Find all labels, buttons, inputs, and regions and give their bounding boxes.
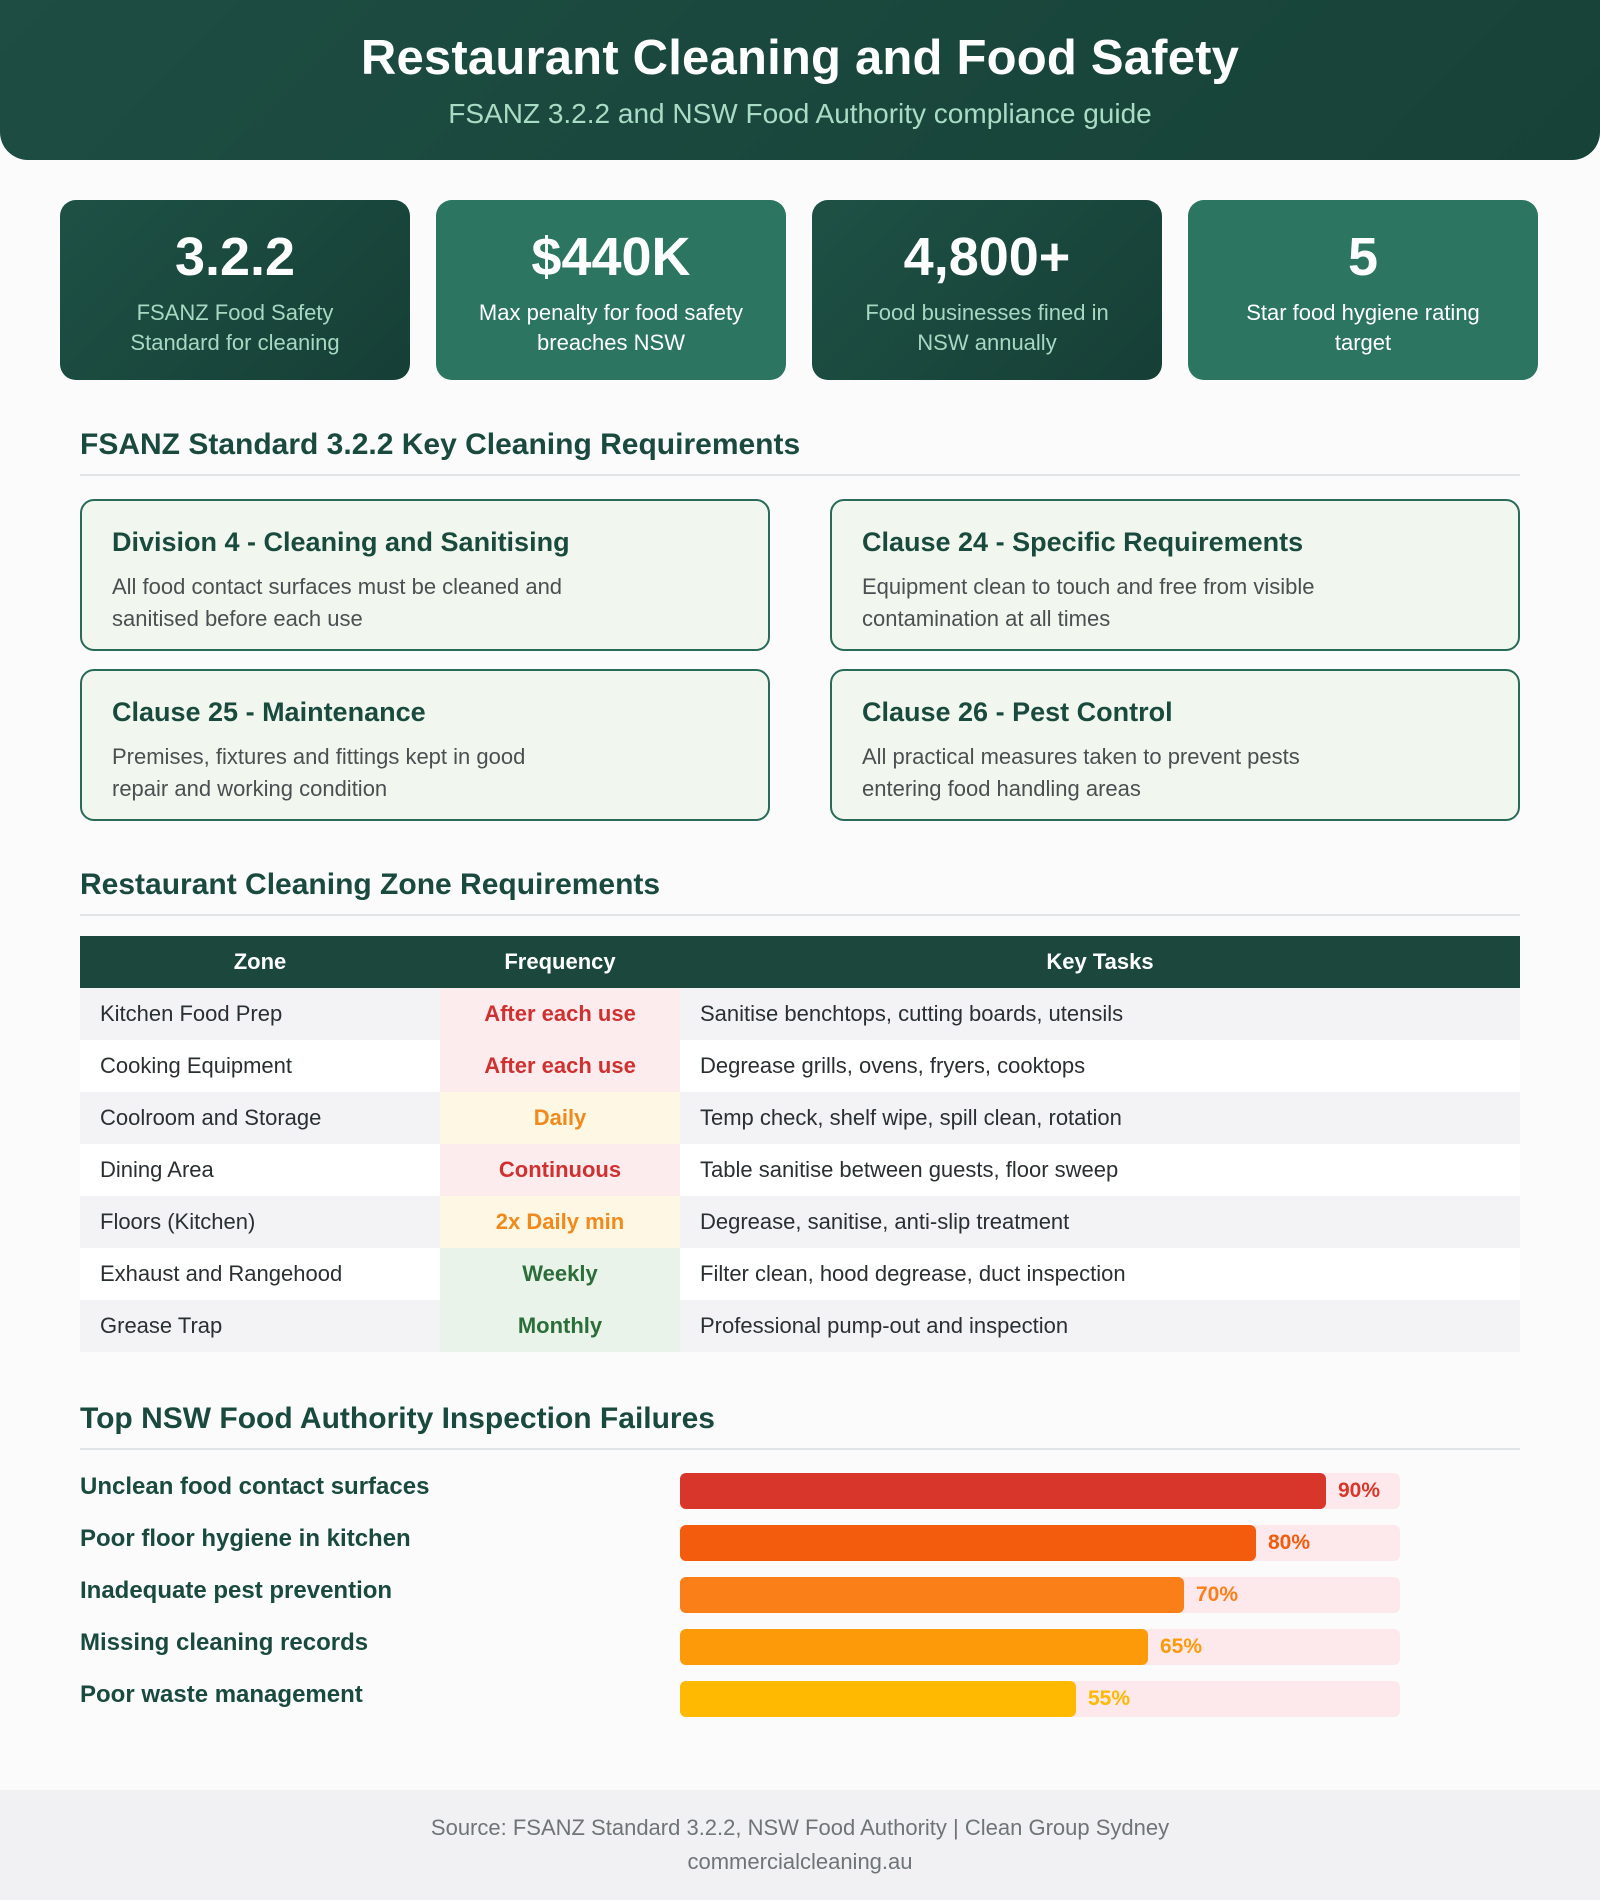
requirement-card [830,499,1520,651]
failure-label: Inadequate pest prevention [80,1577,393,1604]
stat-label: Max penalty for food safety breaches NSW [478,300,744,355]
requirement-card [80,499,770,651]
failure-row [80,1521,1400,1561]
requirement-desc: All food contact surfaces must be cleaned and sanitised before each use [112,574,563,631]
footer-source: Source: FSANZ Standard 3.2.2, NSW Food Authority | Clean Group Sydney [430,1815,1170,1840]
table-row [80,1092,1520,1144]
requirement-desc: Premises, fixtures and fittings kept in good repair and working condition [112,744,526,801]
table-row [80,1040,1520,1092]
frequency-cell: Monthly [440,1300,680,1352]
failure-percent: 90% [1338,1479,1381,1502]
failure-row [80,1469,1400,1509]
failure-label: Poor floor hygiene in kitchen [80,1525,411,1552]
zone-cell: Grease Trap [80,1300,440,1352]
tasks-cell: Filter clean, hood degrease, duct inspection [680,1248,1520,1300]
failure-bar [680,1577,1184,1613]
table-row [80,1144,1520,1196]
zone-cell: Dining Area [80,1144,440,1196]
column-header-tasks: Key Tasks [680,936,1520,988]
failure-row [80,1573,1400,1613]
zone-cell: Cooking Equipment [80,1040,440,1092]
zone-cell: Coolroom and Storage [80,1092,440,1144]
zone-cell: Exhaust and Rangehood [80,1248,440,1300]
requirement-desc: Equipment clean to touch and free from visible contamination at all times [862,574,1315,631]
failure-percent: 80% [1268,1531,1311,1554]
table-row [80,1196,1520,1248]
failure-bar-track [680,1681,1400,1717]
failure-bar-track [680,1577,1400,1613]
stat-card-rating [1188,200,1538,380]
failure-bar-track [680,1473,1400,1509]
column-header-zone: Zone [80,936,440,988]
stat-card-penalty [436,200,786,380]
failure-percent: 70% [1196,1583,1239,1606]
stat-value: 5 [1347,227,1379,287]
failure-percent: 55% [1088,1687,1131,1710]
zone-cell: Floors (Kitchen) [80,1196,440,1248]
frequency-cell: After each use [440,1040,680,1092]
frequency-cell: Weekly [440,1248,680,1300]
zones-table [80,936,1520,1352]
stat-value: $440K [531,227,691,287]
zones-heading: Restaurant Cleaning Zone Requirements [80,868,1520,916]
tasks-cell: Table sanitise between guests, floor sweep [680,1144,1520,1196]
page-title: Restaurant Cleaning and Food Safety [360,31,1240,85]
stat-card-fined [812,200,1162,380]
table-row [80,988,1520,1040]
table-header-row [80,936,1520,988]
failure-bar [680,1681,1076,1717]
failure-row [80,1677,1400,1717]
failure-bar [680,1525,1256,1561]
requirement-title: Clause 25 - Maintenance [112,697,426,727]
failure-bar-track [680,1629,1400,1665]
tasks-cell: Sanitise benchtops, cutting boards, utensils [680,988,1520,1040]
stats-row [60,200,1540,380]
failure-bar [680,1629,1148,1665]
tasks-cell: Professional pump-out and inspection [680,1300,1520,1352]
requirement-title: Clause 24 - Specific Requirements [862,527,1304,557]
footer-url: commercialcleaning.au [687,1849,913,1874]
failure-label: Missing cleaning records [80,1629,369,1656]
stat-card-standard [60,200,410,380]
stat-label: FSANZ Food Safety Standard for cleaning [130,300,340,355]
tasks-cell: Degrease, sanitise, anti-slip treatment [680,1196,1520,1248]
requirement-desc: All practical measures taken to prevent pests entering food handling areas [862,744,1300,801]
frequency-cell: Continuous [440,1144,680,1196]
requirement-title: Division 4 - Cleaning and Sanitising [112,527,570,557]
requirement-card [830,669,1520,821]
header-banner [0,0,1600,160]
failure-label: Unclean food contact surfaces [80,1473,430,1500]
frequency-cell: Daily [440,1092,680,1144]
failure-label: Poor waste management [80,1681,363,1708]
zone-cell: Kitchen Food Prep [80,988,440,1040]
column-header-frequency: Frequency [440,936,680,988]
requirement-card [80,669,770,821]
stat-label: Food businesses fined in NSW annually [865,300,1109,355]
frequency-cell: 2x Daily min [440,1196,680,1248]
tasks-cell: Temp check, shelf wipe, spill clean, rotation [680,1092,1520,1144]
failures-heading: Top NSW Food Authority Inspection Failures [80,1402,1520,1450]
stat-value: 3.2.2 [174,227,296,287]
table-row [80,1300,1520,1352]
requirements-heading: FSANZ Standard 3.2.2 Key Cleaning Requirements [80,428,1520,476]
footer [0,1790,1600,1900]
stat-label: Star food hygiene rating target [1246,300,1480,355]
frequency-cell: After each use [440,988,680,1040]
failure-percent: 65% [1160,1635,1203,1658]
stat-value: 4,800+ [903,227,1071,287]
table-row [80,1248,1520,1300]
requirement-title: Clause 26 - Pest Control [862,697,1173,727]
tasks-cell: Degrease grills, ovens, fryers, cooktops [680,1040,1520,1092]
page-subtitle: FSANZ 3.2.2 and NSW Food Authority compliance guide [448,98,1152,129]
failure-row [80,1625,1400,1665]
failure-bar [680,1473,1326,1509]
